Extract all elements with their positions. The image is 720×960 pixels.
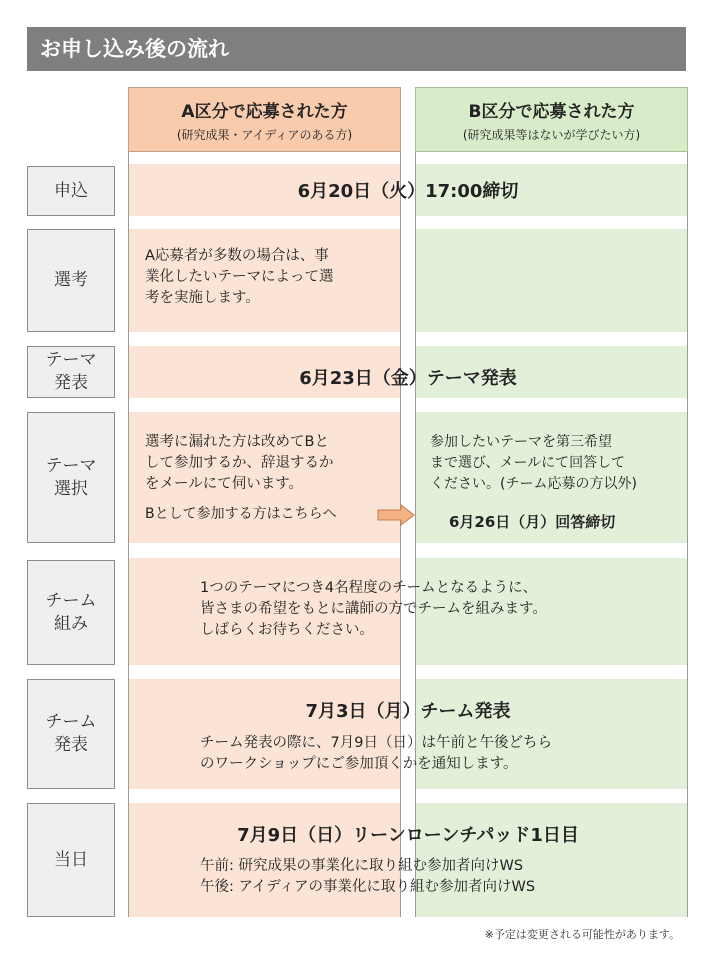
row-label-event-day: 当日 (27, 803, 115, 917)
page-title: お申し込み後の流れ (40, 37, 229, 61)
theme-select-a-text: 選考に漏れた方は改めてBと して参加するか、辞退するか をメールにて伺います。 (145, 434, 334, 492)
footnote: ※予定は変更される可能性があります。 (484, 928, 680, 941)
column-a-header (128, 87, 401, 152)
row-label-theme-select: テーマ 選択 (27, 412, 115, 543)
right-arrow-icon (377, 504, 415, 526)
theme-select-b-deadline: 6月26日（月）回答締切 (449, 513, 616, 531)
column-b-header (415, 87, 688, 152)
theme-announce-date: 6月23日（金）テーマ発表 (299, 368, 517, 389)
row-selection-bg-b (415, 229, 688, 332)
event-day-text: 午前: 研究成果の事業化に取り組む参加者向けWS 午後: アイディアの事業化に取り組む参加者向けWS (200, 858, 536, 895)
row-label-team-announce: チーム 発表 (27, 679, 115, 789)
team-announce-text: チーム発表の際に、7月9日（日）は午前と午後どちら のワークショップにご参加頂くかを通知します。 (200, 735, 552, 772)
move-to-b-link[interactable]: Bとして参加する方はこちらへ (145, 506, 337, 522)
row-label-theme-announce: テーマ 発表 (27, 346, 115, 398)
row-label-apply: 申込 (27, 166, 115, 216)
row-label-selection: 選考 (27, 229, 115, 332)
column-b-subtitle: (研究成果等はないが学びたい方) (462, 127, 641, 142)
column-a-subtitle: (研究成果・アイディアのある方) (176, 127, 353, 142)
column-a-right-line (400, 152, 401, 917)
column-a-title: A区分で応募された方 (181, 101, 348, 122)
column-b-title: B区分で応募された方 (468, 101, 635, 122)
selection-a-text: A応募者が多数の場合は、事 業化したいテーマによって選 考を実施します。 (145, 248, 334, 306)
event-day-title: 7月9日（日）リーンローンチパッド1日目 (237, 825, 579, 846)
apply-deadline: 6月20日（火）17:00締切 (297, 181, 519, 202)
theme-select-b-text: 参加したいテーマを第三希望 まで選び、メールにて回答して ください。(チーム応募の方以外) (430, 434, 637, 492)
team-announce-title: 7月3日（月）チーム発表 (305, 701, 511, 722)
row-label-team-form: チーム 組み (27, 560, 115, 665)
column-a-left-line (128, 152, 129, 917)
column-b-right-line (687, 152, 688, 917)
team-form-text: 1つのテーマにつき4名程度のチームとなるように、 皆さまの希望をもとに講師の方でチームを組みます。 しばらくお待ちください。 (200, 580, 547, 638)
column-b-left-line (415, 152, 416, 917)
